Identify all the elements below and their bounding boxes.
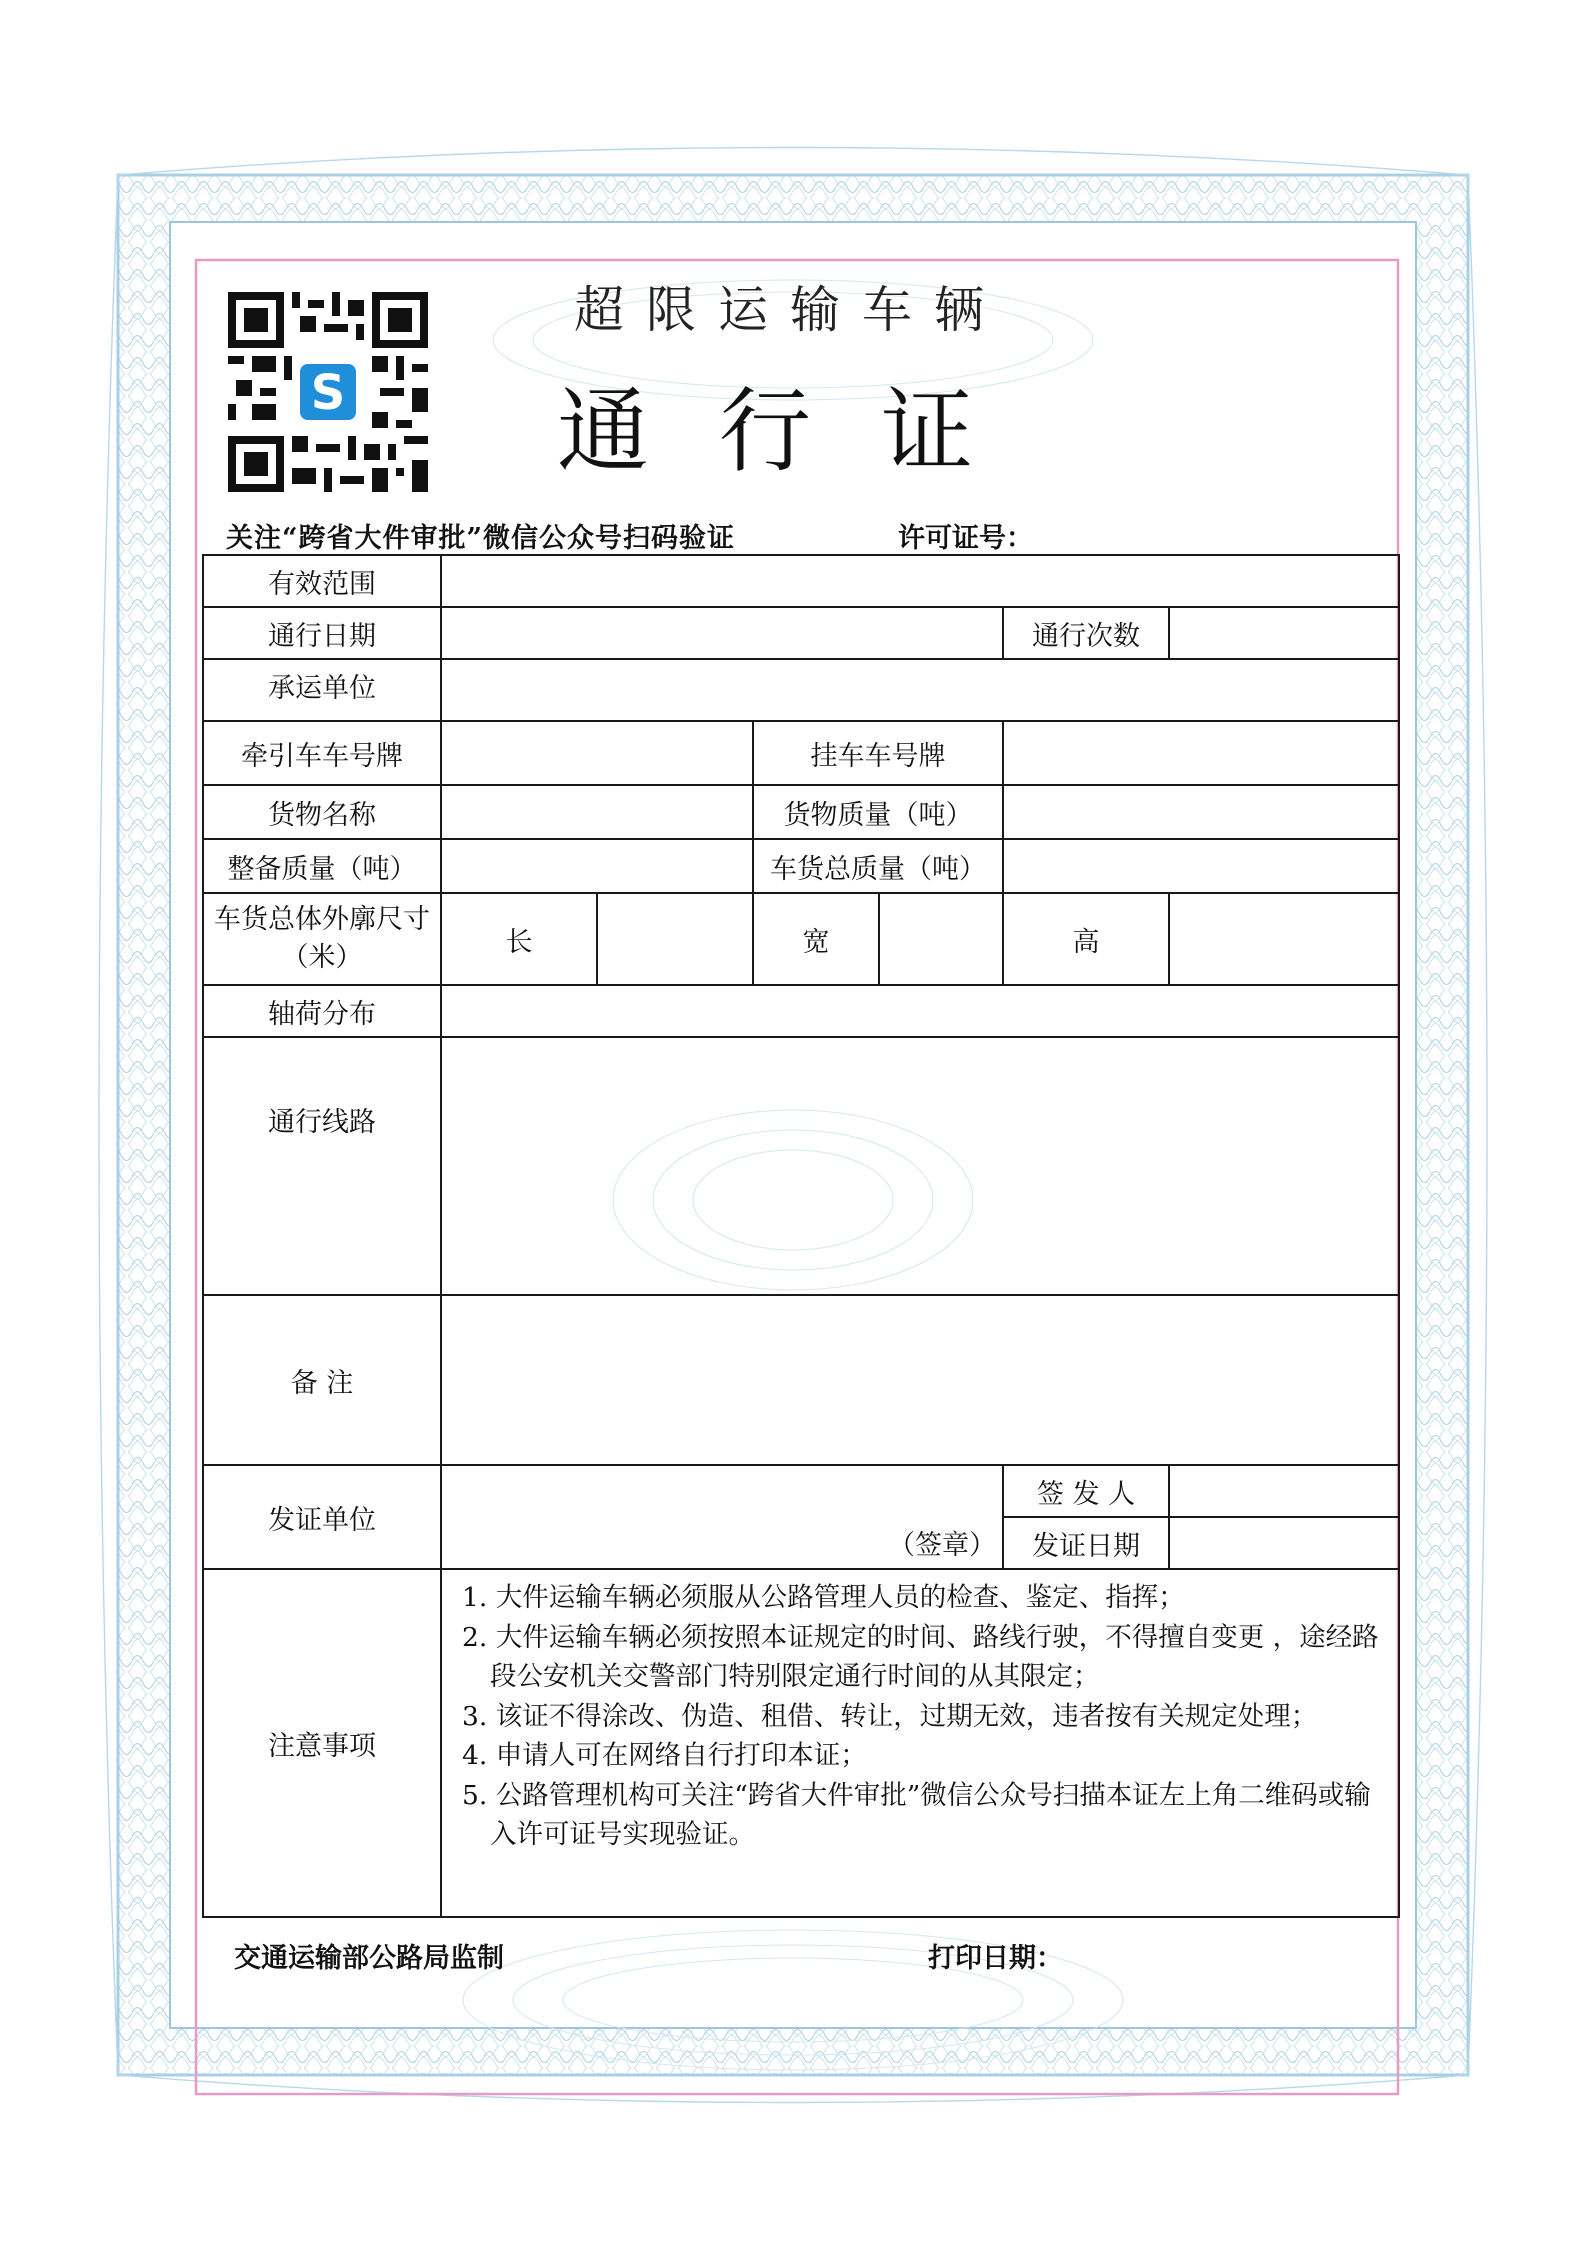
carrier-field[interactable] xyxy=(441,659,1399,721)
scope-label: 有效范围 xyxy=(203,555,441,607)
axle-label: 轴荷分布 xyxy=(203,985,441,1037)
title-line1: 超限运输车辆 xyxy=(574,281,1006,339)
height-label: 高 xyxy=(1003,893,1169,985)
notes-label: 注意事项 xyxy=(203,1569,441,1917)
cargo-mass-field[interactable] xyxy=(1003,785,1399,839)
issuer-field[interactable] xyxy=(441,1465,1003,1569)
notice-text: 关注“跨省大件审批”微信公众号扫码验证 xyxy=(226,523,736,554)
title-line2: 通行证 xyxy=(556,378,1043,485)
cargo-name-label: 货物名称 xyxy=(203,785,441,839)
notes-list xyxy=(441,1569,1399,1917)
date-label: 通行日期 xyxy=(203,607,441,659)
gross-mass-field[interactable] xyxy=(1003,839,1399,893)
date-field[interactable] xyxy=(441,607,1003,659)
height-field[interactable] xyxy=(1169,893,1399,985)
width-label: 宽 xyxy=(753,893,879,985)
note-item: 4. 申请人可在网络自行打印本证； xyxy=(462,1740,867,1771)
curb-mass-label: 整备质量（吨） xyxy=(203,839,441,893)
tractor-plate-label: 牵引车车号牌 xyxy=(203,721,441,785)
route-field[interactable] xyxy=(441,1037,1399,1295)
length-label: 长 xyxy=(441,893,597,985)
dimensions-label: 车货总体外廓尺寸（米） xyxy=(203,893,441,985)
width-field[interactable] xyxy=(879,893,1003,985)
signer-field[interactable] xyxy=(1169,1465,1399,1517)
gross-mass-label: 车货总质量（吨） xyxy=(753,839,1003,893)
axle-field[interactable] xyxy=(441,985,1399,1037)
cargo-mass-label: 货物质量（吨） xyxy=(753,785,1003,839)
issue-date-label: 发证日期 xyxy=(1003,1517,1169,1569)
note-item: 2. 大件运输车辆必须按照本证规定的时间、路线行驶，不得擅自变更 ，途经路段公安机关交警部门特别限定通行时间的从其限定； xyxy=(462,1621,1379,1692)
note-item: 5. 公路管理机构可关注“跨省大件审批”微信公众号扫描本证左上角二维码或输入许可证号实现验证。 xyxy=(462,1779,1371,1850)
carrier-label: 承运单位 xyxy=(203,659,441,721)
times-field[interactable] xyxy=(1169,607,1399,659)
qr-code-icon xyxy=(228,292,428,492)
issue-date-field[interactable] xyxy=(1169,1517,1399,1569)
supervisor-text: 交通运输部公路局监制 xyxy=(234,1943,504,1974)
print-date-label: 打印日期： xyxy=(928,1943,1063,1974)
trailer-plate-field[interactable] xyxy=(1003,721,1399,785)
remarks-field[interactable] xyxy=(441,1295,1399,1465)
note-item: 1. 大件运输车辆必须服从公路管理人员的检查、鉴定、指挥； xyxy=(462,1582,1185,1613)
issuer-label: 发证单位 xyxy=(203,1465,441,1569)
scope-field[interactable] xyxy=(441,555,1399,607)
times-label: 通行次数 xyxy=(1003,607,1169,659)
permit-number-label: 许可证号： xyxy=(898,523,1033,554)
tractor-plate-field[interactable] xyxy=(441,721,753,785)
remarks-label: 备 注 xyxy=(203,1295,441,1465)
trailer-plate-label: 挂车车号牌 xyxy=(753,721,1003,785)
length-field[interactable] xyxy=(597,893,753,985)
curb-mass-field[interactable] xyxy=(441,839,753,893)
svg-text:S: S xyxy=(310,364,346,421)
permit-form xyxy=(202,554,1400,1918)
note-item: 3. 该证不得涂改、伪造、租借、转让，过期无效，违者按有关规定处理； xyxy=(462,1700,1318,1732)
signer-label: 签 发 人 xyxy=(1003,1465,1169,1517)
seal-label: （签章） xyxy=(888,1530,996,1561)
cargo-name-field[interactable] xyxy=(441,785,753,839)
route-label: 通行线路 xyxy=(203,1037,441,1295)
